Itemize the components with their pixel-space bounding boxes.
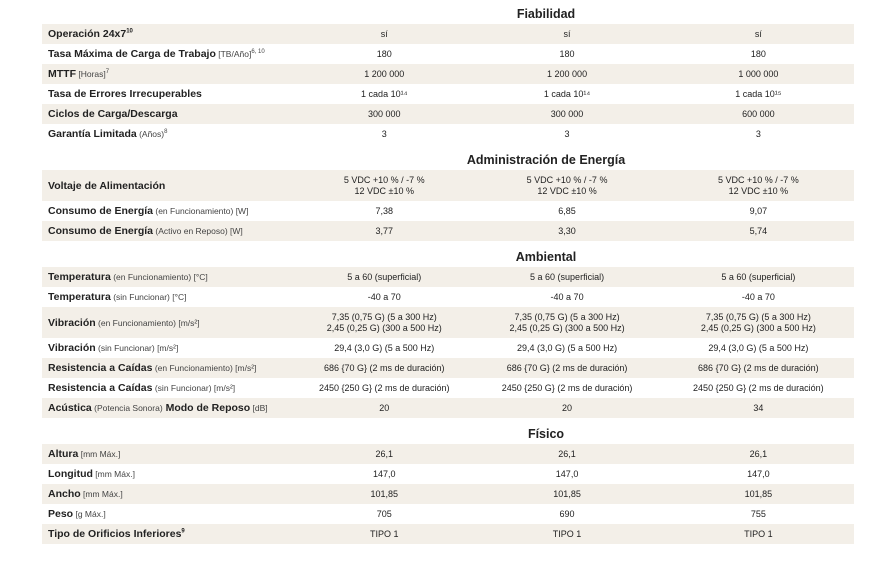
spec-value-line: 101,85 (553, 488, 581, 499)
section-title: Administración de Energía (466, 153, 626, 167)
spec-label (42, 180, 297, 192)
spec-row (42, 221, 854, 241)
spec-value (471, 49, 662, 60)
spec-value (663, 292, 854, 303)
spec-label (42, 488, 297, 500)
spec-value-line: 6,85 (558, 205, 576, 216)
spec-unit-note: (Activo en Reposo) [W] (153, 226, 243, 236)
spec-value (471, 69, 662, 80)
spec-label-text: Consumo de Energía (48, 205, 154, 217)
spec-value (297, 69, 471, 80)
spec-value-line: 26,1 (749, 448, 768, 459)
spec-value (471, 469, 662, 480)
spec-value (663, 69, 854, 80)
spec-value (471, 449, 662, 460)
spec-value-line: 12 VDC ±10 % (354, 185, 414, 196)
spec-label-text: Garantía Limitada (48, 128, 137, 140)
spec-value-line: 600 000 (742, 108, 775, 119)
spec-label (42, 88, 297, 100)
spec-row (42, 398, 854, 418)
spec-unit-note: [mm Máx.] (80, 489, 123, 499)
spec-value-line: 2,45 (0,25 G) (300 a 500 Hz) (509, 322, 625, 333)
section-title: Fiabilidad (516, 7, 576, 21)
spec-label-text: Ancho (48, 488, 81, 500)
spec-value-line: TIPO 1 (369, 528, 399, 539)
spec-value (663, 226, 854, 237)
spec-value (471, 509, 662, 520)
spec-value (663, 509, 854, 520)
spec-label-text: Tipo de Orificios Inferiores$^9$ (48, 528, 185, 540)
spec-label (42, 68, 297, 80)
spec-unit-note: (en Funcionamiento) [W] (153, 206, 249, 216)
spec-value (297, 449, 471, 460)
spec-value (663, 272, 854, 283)
spec-value (471, 312, 662, 334)
spec-label (42, 108, 297, 120)
spec-value-line: 7,35 (0,75 G) (5 a 300 Hz) (514, 311, 620, 322)
spec-value (297, 489, 471, 500)
spec-row (42, 378, 854, 398)
spec-value-line: 9,07 (749, 205, 768, 216)
spec-value-line: 1 cada 10¹⁵ (735, 88, 782, 99)
spec-table (42, 4, 854, 544)
spec-value (297, 129, 471, 140)
spec-value (297, 226, 471, 237)
spec-value-line: 7,38 (375, 205, 394, 216)
spec-row (42, 64, 854, 84)
spec-label (42, 362, 297, 374)
spec-value-line: 2,45 (0,25 G) (300 a 500 Hz) (700, 322, 816, 333)
spec-unit-note: (sin Funcionar) [m/s²] (152, 383, 236, 393)
spec-value (297, 529, 471, 540)
spec-label-text: Resistencia a Caídas (48, 382, 153, 394)
spec-value-line: 1 200 000 (364, 68, 405, 79)
spec-value-line: 5,74 (749, 225, 768, 236)
spec-value (297, 383, 471, 394)
spec-label (42, 528, 297, 540)
spec-label (42, 291, 297, 303)
spec-value (663, 449, 854, 460)
footnote-ref: 8 (164, 129, 168, 136)
spec-value (471, 489, 662, 500)
spec-value (663, 49, 854, 60)
spec-value (471, 206, 662, 217)
spec-value (663, 29, 854, 40)
spec-label-text: MTTF (48, 68, 76, 80)
spec-value-line: -40 a 70 (741, 291, 775, 302)
spec-value (663, 343, 854, 354)
spec-value (297, 49, 471, 60)
spec-value (663, 206, 854, 217)
spec-value (297, 403, 471, 414)
spec-value-line: 686 {70 G} (2 ms de duración) (698, 362, 819, 373)
spec-value (297, 175, 471, 197)
spec-row (42, 524, 854, 544)
spec-label-text: Modo de Reposo (162, 402, 251, 414)
spec-unit-note: [dB] (250, 403, 268, 413)
spec-value (297, 363, 471, 374)
spec-value-line: 26,1 (558, 448, 576, 459)
section-title: Físico (527, 427, 565, 441)
spec-label (42, 128, 297, 140)
spec-unit-note: (sin Funcionar) [m/s²] (95, 343, 179, 353)
spec-value-line: sí (563, 28, 571, 39)
spec-value (663, 403, 854, 414)
spec-label (42, 205, 297, 217)
spec-label-text: Vibración (48, 316, 96, 329)
spec-value-line: 34 (753, 402, 764, 413)
spec-row (42, 24, 854, 44)
spec-value-line: 101,85 (744, 488, 773, 499)
spec-value (471, 343, 662, 354)
spec-value (663, 312, 854, 334)
spec-value (663, 489, 854, 500)
spec-value (663, 89, 854, 100)
spec-label (42, 402, 297, 414)
spec-value-line: 1 cada 10¹⁴ (361, 88, 408, 99)
spec-row (42, 267, 854, 287)
spec-label (42, 468, 297, 480)
spec-value-line: 5 VDC +10 % / -7 % (526, 174, 608, 185)
spec-unit-note: [mm Máx.] (92, 469, 135, 479)
spec-value (471, 383, 662, 394)
spec-value-line: 1 000 000 (738, 68, 779, 79)
spec-unit-note: (sin Funcionar) [°C] (110, 292, 187, 302)
spec-label (42, 48, 297, 60)
spec-value-line: 3 (381, 128, 387, 139)
spec-value-line: 2,45 (0,25 G) (300 a 500 Hz) (326, 322, 442, 333)
spec-unit-note: (en Funcionamiento) [°C] (110, 272, 208, 282)
spec-unit-note: [TB/Año]$^{6, 10}$ (215, 49, 265, 59)
spec-label (42, 382, 297, 394)
spec-row (42, 358, 854, 378)
spec-value-line: 2450 {250 G} (2 ms de duración) (693, 382, 824, 393)
spec-row (42, 338, 854, 358)
spec-value (297, 469, 471, 480)
spec-value-line: 20 (379, 402, 390, 413)
spec-value (297, 89, 471, 100)
spec-value-line: TIPO 1 (744, 528, 773, 539)
spec-value (471, 109, 662, 120)
spec-label (42, 317, 297, 329)
spec-label-text: Altura (48, 448, 79, 460)
spec-row (42, 444, 854, 464)
spec-unit-note: [g Máx.] (73, 509, 106, 519)
spec-label-text: Tasa Máxima de Carga de Trabajo (48, 48, 216, 60)
spec-value-line: -40 a 70 (550, 291, 584, 302)
spec-value-line: 5 a 60 (superficial) (347, 271, 422, 282)
spec-value-line: 690 (559, 508, 575, 519)
spec-value (297, 206, 471, 217)
spec-value (297, 109, 471, 120)
spec-label-text: Ciclos de Carga/Descarga (48, 108, 178, 120)
spec-row (42, 104, 854, 124)
spec-row (42, 307, 854, 338)
spec-value-line: sí (380, 28, 388, 39)
spec-row (42, 464, 854, 484)
section-title: Ambiental (515, 250, 577, 264)
spec-value-line: 1 cada 10¹⁴ (543, 88, 591, 99)
footnote-ref: 10 (126, 28, 133, 35)
spec-value-line: 29,4 (3,0 G) (5 a 500 Hz) (334, 342, 435, 353)
spec-value-line: 3 (564, 128, 570, 139)
spec-value-line: 147,0 (555, 468, 579, 479)
spec-label-text: Acústica (48, 402, 92, 414)
spec-value (297, 312, 471, 334)
spec-value-line: sí (754, 28, 762, 39)
spec-unit-note: [Horas]$^7$ (76, 69, 110, 79)
spec-value-line: 5 a 60 (superficial) (721, 271, 796, 282)
spec-value-line: TIPO 1 (552, 528, 582, 539)
spec-value (471, 129, 662, 140)
spec-value-line: 180 (750, 48, 766, 59)
spec-value (471, 89, 662, 100)
spec-value-line: 147,0 (372, 468, 396, 479)
spec-value-line: 180 (559, 48, 575, 59)
spec-value-line: 2450 {250 G} (2 ms de duración) (501, 382, 633, 393)
spec-label-text: Consumo de Energía (48, 225, 154, 237)
spec-row (42, 170, 854, 201)
spec-value (471, 175, 662, 197)
spec-row (42, 201, 854, 221)
spec-label-text: Resistencia a Caídas (48, 362, 153, 374)
footnote-ref: 7 (105, 69, 110, 76)
spec-label (42, 28, 297, 40)
spec-value-line: 180 (376, 48, 392, 59)
spec-value-line: 29,4 (3,0 G) (5 a 500 Hz) (517, 342, 618, 353)
spec-value-line: -40 a 70 (367, 291, 401, 302)
spec-row (42, 84, 854, 104)
spec-value (663, 363, 854, 374)
spec-value (663, 175, 854, 197)
spec-value-line: 2450 {250 G} (2 ms de duración) (318, 382, 450, 393)
spec-row (42, 124, 854, 144)
spec-unit-note: [mm Máx.] (78, 449, 121, 459)
spec-value-line: 147,0 (747, 468, 770, 479)
spec-value (297, 343, 471, 354)
spec-value-line: 5 a 60 (superficial) (530, 271, 605, 282)
spec-label-text: Operación $24x7^{10}$ (48, 28, 133, 40)
spec-value (297, 272, 471, 283)
spec-value-line: 3,77 (375, 225, 394, 236)
spec-value (471, 29, 662, 40)
spec-value (471, 403, 662, 414)
spec-value (663, 129, 854, 140)
spec-value-line: 1 200 000 (547, 68, 588, 79)
spec-unit-note: (en Funcionamiento) [m/s²] (95, 317, 200, 328)
spec-label-text: Temperatura (48, 271, 111, 283)
spec-label-text: Tasa de Errores Irrecuperables (48, 88, 202, 100)
spec-value-line: 12 VDC ±10 % (537, 185, 597, 196)
spec-label-text: Vibración (48, 342, 96, 354)
spec-value-line: 5 VDC +10 % / -7 % (717, 174, 799, 185)
spec-value (471, 529, 662, 540)
spec-label (42, 225, 297, 237)
spec-value-line: 300 000 (550, 108, 584, 119)
spec-value (297, 29, 471, 40)
spec-value-line: 686 {70 G} (2 ms de duración) (506, 362, 628, 373)
spec-row (42, 484, 854, 504)
spec-value (297, 292, 471, 303)
spec-label (42, 271, 297, 283)
spec-unit-note: (Potencia Sonora) (91, 403, 163, 413)
spec-value (663, 469, 854, 480)
spec-label-text: Voltaje de Alimentación (48, 179, 166, 192)
spec-value-line: 7,35 (0,75 G) (5 a 300 Hz) (705, 311, 811, 322)
spec-row (42, 287, 854, 307)
spec-value-line: 20 (562, 402, 573, 413)
spec-value (663, 109, 854, 120)
spec-label-text: Temperatura (48, 291, 111, 303)
spec-value-line: 755 (750, 508, 766, 519)
spec-value (663, 529, 854, 540)
spec-value-line: 686 {70 G} (2 ms de duración) (323, 362, 445, 373)
spec-value (471, 363, 662, 374)
spec-label-text: Longitud (48, 468, 93, 480)
spec-value-line: 705 (376, 508, 392, 519)
spec-label (42, 342, 297, 354)
spec-value (663, 383, 854, 394)
spec-value-line: 29,4 (3,0 G) (5 a 500 Hz) (708, 342, 809, 353)
spec-unit-note: (Años)$^8$ (136, 129, 168, 139)
spec-value-line: 7,35 (0,75 G) (5 a 300 Hz) (331, 311, 437, 322)
spec-value (471, 272, 662, 283)
spec-value (471, 292, 662, 303)
spec-unit-note: (en Funcionamiento) [m/s²] (152, 363, 257, 373)
spec-value-line: 12 VDC ±10 % (728, 185, 789, 196)
spec-label (42, 508, 297, 520)
spec-label (42, 448, 297, 460)
spec-value-line: 3,30 (558, 225, 576, 236)
footnote-ref: 6, 10 (251, 49, 265, 56)
spec-value-line: 101,85 (370, 488, 399, 499)
spec-row (42, 44, 854, 64)
spec-label-text: Peso (48, 508, 74, 520)
footnote-ref: 9 (181, 528, 185, 535)
spec-value (297, 509, 471, 520)
spec-value-line: 300 000 (367, 108, 401, 119)
spec-value-line: 3 (755, 128, 761, 139)
spec-value-line: 26,1 (375, 448, 394, 459)
spec-value (471, 226, 662, 237)
spec-row (42, 504, 854, 524)
spec-value-line: 5 VDC +10 % / -7 % (343, 174, 425, 185)
